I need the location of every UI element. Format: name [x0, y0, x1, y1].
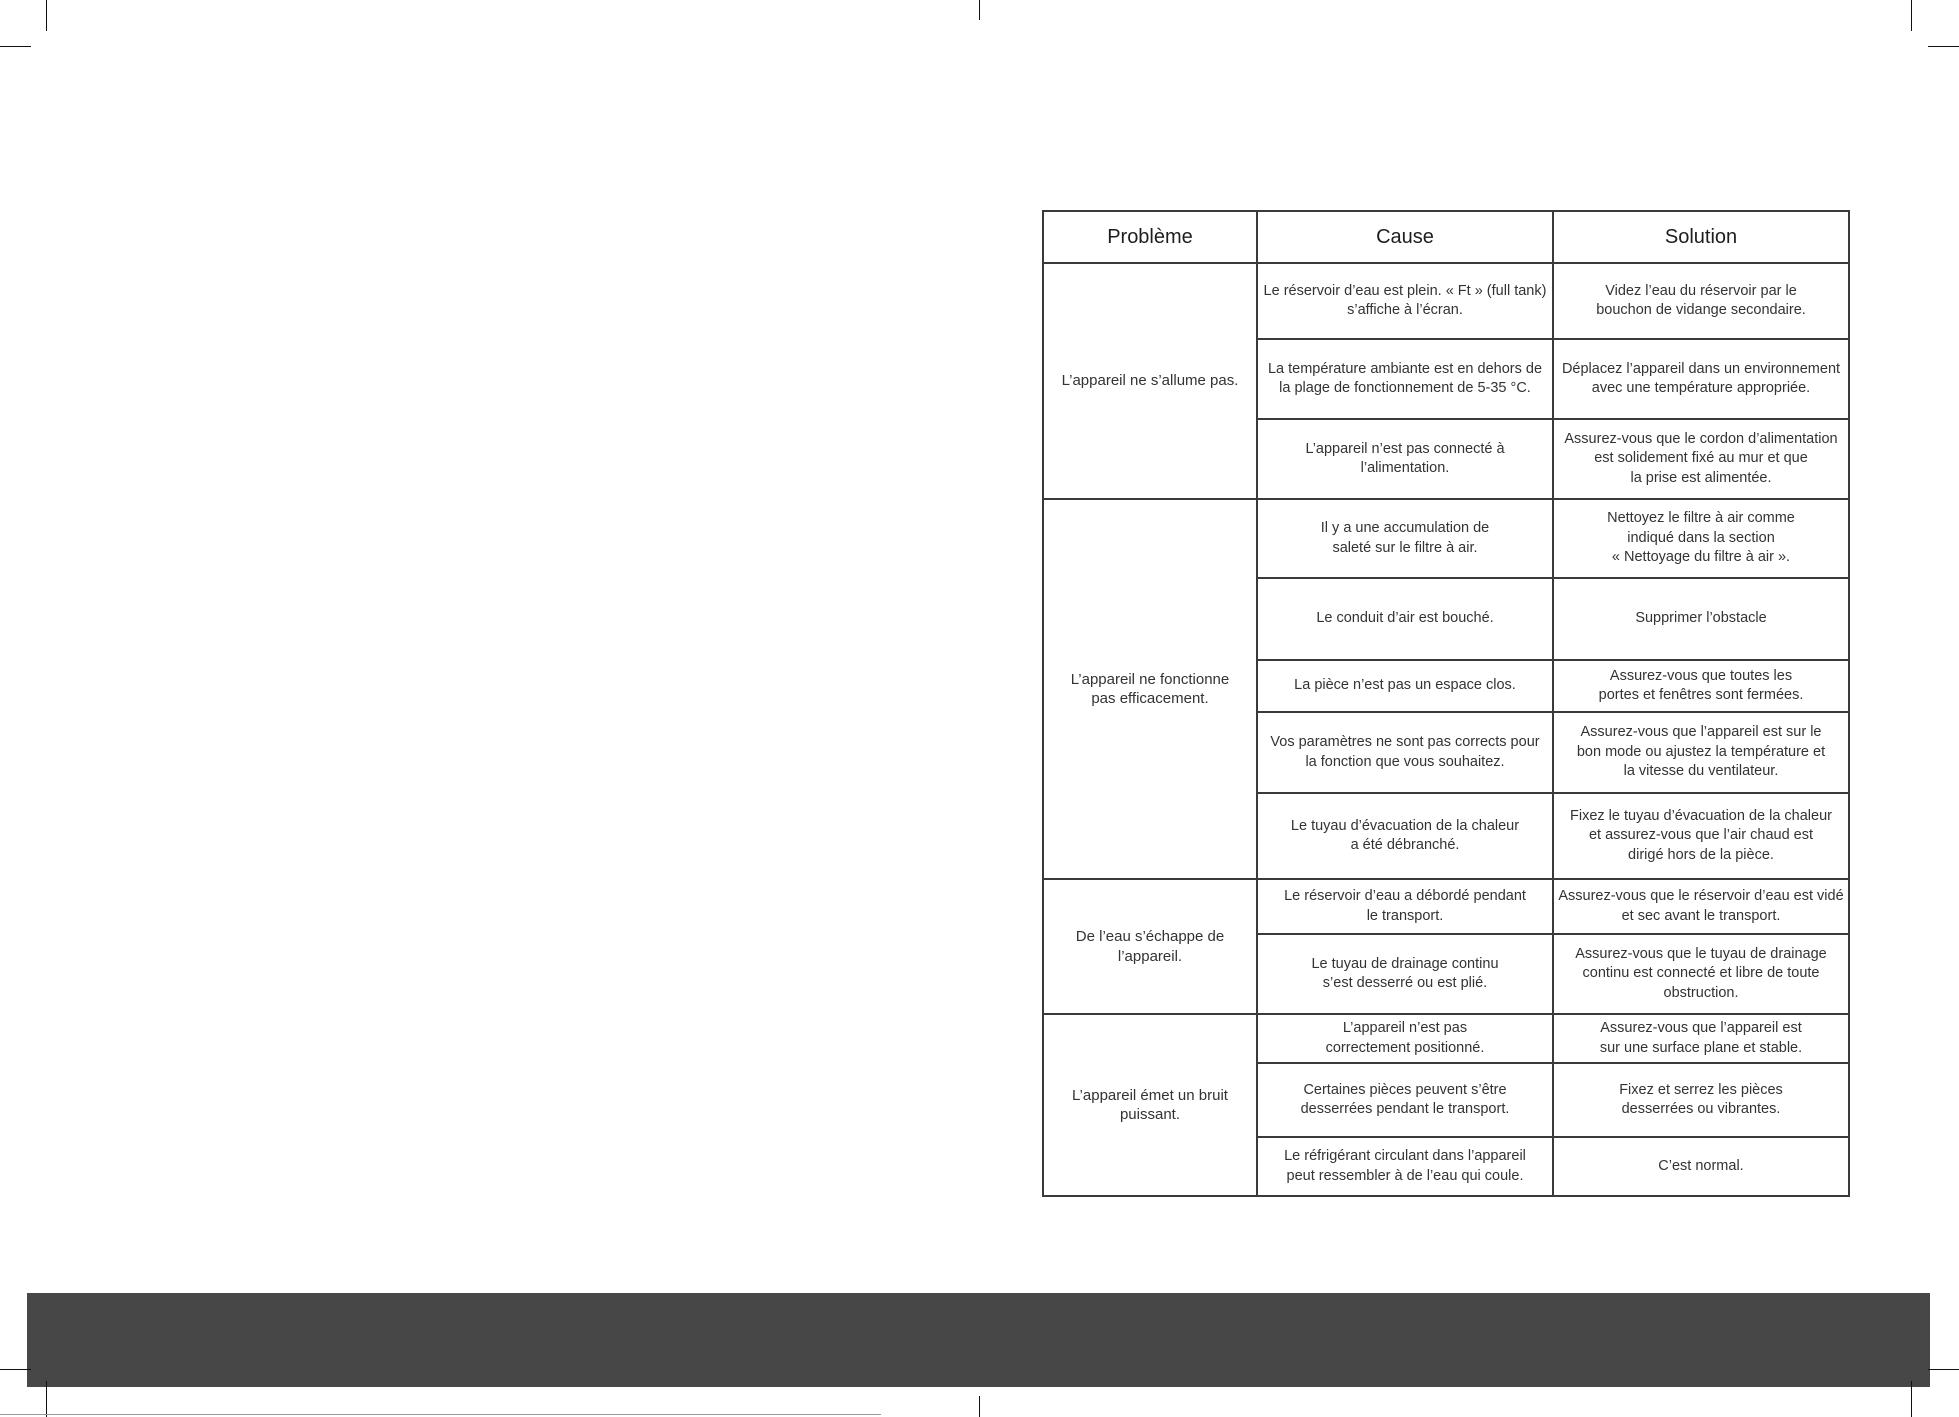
crop-mark-top-left-horizontal: [0, 46, 31, 47]
crop-mark-top-center: [979, 0, 980, 20]
solution-cell: Assurez-vous que le cordon d’alimentation est solidement fixé au mur et que la prise est alimentée.: [1553, 419, 1849, 499]
solution-cell: C’est normal.: [1553, 1137, 1849, 1196]
solution-cell: Fixez et serrez les pièces desserrées ou vibrantes.: [1553, 1063, 1849, 1137]
crop-mark-bottom-right-horizontal: [1928, 1369, 1959, 1370]
table-row: [1043, 1014, 1849, 1063]
table-row: [1043, 499, 1849, 578]
cause-cell: Il y a une accumulation de saleté sur le filtre à air.: [1257, 499, 1553, 578]
cause-cell: La température ambiante est en dehors de la plage de fonctionnement de 5-35 °C.: [1257, 339, 1553, 419]
problem-cell: L’appareil ne s’allume pas.: [1043, 263, 1257, 499]
problem-cell: De l’eau s’échappe de l’appareil.: [1043, 879, 1257, 1014]
crop-mark-top-left-vertical: [46, 0, 47, 31]
crop-mark-bottom-left-horizontal: [0, 1369, 31, 1370]
solution-cell: Assurez-vous que le tuyau de drainage continu est connecté et libre de toute obstruction.: [1553, 934, 1849, 1014]
solution-cell: Fixez le tuyau d’évacuation de la chaleur et assurez-vous que l’air chaud est dirigé hors de la pièce.: [1553, 793, 1849, 879]
header-cause: Cause: [1257, 211, 1553, 263]
crop-mark-top-right-horizontal: [1928, 46, 1959, 47]
solution-cell: Assurez-vous que l’appareil est sur le bon mode ou ajustez la température et la vitesse du ventilateur.: [1553, 712, 1849, 793]
crop-mark-top-right-vertical: [1911, 0, 1912, 31]
solution-cell: Assurez-vous que l’appareil est sur une surface plane et stable.: [1553, 1014, 1849, 1063]
cause-cell: Le tuyau de drainage continu s’est desserré ou est plié.: [1257, 934, 1553, 1014]
crop-mark-bottom-right-vertical: [1911, 1381, 1912, 1417]
cause-cell: L’appareil n’est pas correctement positionné.: [1257, 1014, 1553, 1063]
cause-cell: Certaines pièces peuvent s’être desserrées pendant le transport.: [1257, 1063, 1553, 1137]
crop-mark-bottom-center: [979, 1396, 980, 1417]
solution-cell: Videz l’eau du réservoir par le bouchon de vidange secondaire.: [1553, 263, 1849, 339]
cause-cell: L’appareil n’est pas connecté à l’alimentation.: [1257, 419, 1553, 499]
table-row: [1043, 263, 1849, 339]
cause-cell: La pièce n’est pas un espace clos.: [1257, 660, 1553, 712]
cause-cell: Vos paramètres ne sont pas corrects pour la fonction que vous souhaitez.: [1257, 712, 1553, 793]
table-row: [1043, 879, 1849, 934]
cause-cell: Le réservoir d’eau est plein. « Ft » (full tank) s’affiche à l’écran.: [1257, 263, 1553, 339]
cause-cell: Le réservoir d’eau a débordé pendant le transport.: [1257, 879, 1553, 934]
troubleshooting-table: [1042, 210, 1850, 1197]
header-problem: Problème: [1043, 211, 1257, 263]
solution-cell: Déplacez l’appareil dans un environnement avec une température appropriée.: [1553, 339, 1849, 419]
solution-cell: Supprimer l’obstacle: [1553, 578, 1849, 660]
cause-cell: Le tuyau d’évacuation de la chaleur a été débranché.: [1257, 793, 1553, 879]
cause-cell: Le réfrigérant circulant dans l’appareil peut ressembler à de l’eau qui coule.: [1257, 1137, 1553, 1196]
solution-cell: Nettoyez le filtre à air comme indiqué dans la section « Nettoyage du filtre à air ».: [1553, 499, 1849, 578]
slug-line: [0, 1414, 881, 1415]
cause-cell: Le conduit d’air est bouché.: [1257, 578, 1553, 660]
problem-cell: L’appareil émet un bruit puissant.: [1043, 1014, 1257, 1196]
crop-mark-bottom-left-vertical: [46, 1381, 47, 1417]
footer-bar: [27, 1293, 1930, 1387]
solution-cell: Assurez-vous que le réservoir d’eau est vidé et sec avant le transport.: [1553, 879, 1849, 934]
solution-cell: Assurez-vous que toutes les portes et fenêtres sont fermées.: [1553, 660, 1849, 712]
table-header-row: [1043, 211, 1849, 263]
header-solution: Solution: [1553, 211, 1849, 263]
problem-cell: L’appareil ne fonctionne pas efficacement.: [1043, 499, 1257, 879]
